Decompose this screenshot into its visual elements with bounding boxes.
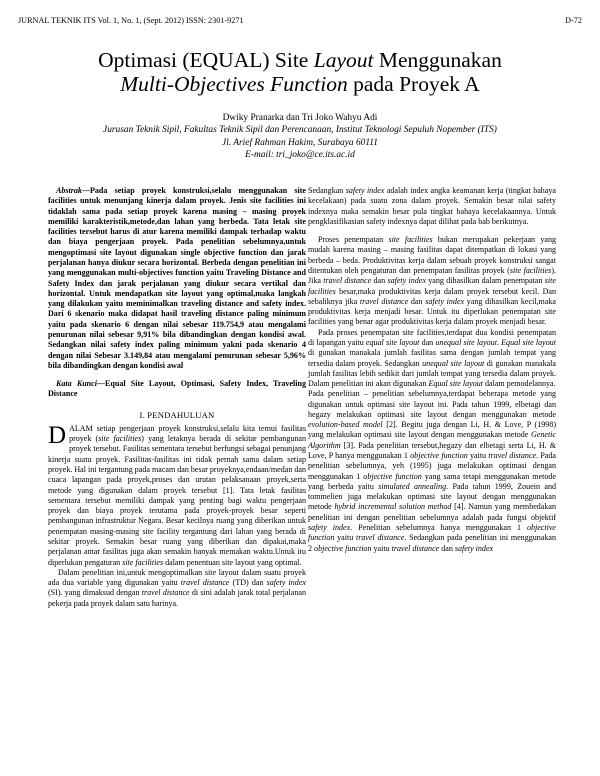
right-column [308,186,556,554]
body-paragraph-4: Pada penelitian – penelitian sebelumnya,terdapat beberapa metode yang digunakan untuk optimasi site layout ini. Pada tahun 1999, elbetagi dan hegazy melakukan optimasi site layout dengan menggunakan metode evolution-based model [2]. Begitu juga dengan Li, H. & Love, P (1998) yang melakukan optimasi site layout dengan menggunakan metode Genetic Algorithm [3]. Pada penelitian tersebut,hegazy dan elbetagi serta Li, H. & Love, P hanya menggunakan 1 objective function yaitu travel distance. Pada penelitian sebelumnya, yeh (1995) juga melakukan optimasi dengan menggunakan 1 objective function yang sama tetapi menggunakan metode yang berbeda yaitu simulated annealing. Pada tahun 1999, Zouein and tommelien juga melakukan optimasi site layout dengan menggunakan metode hybrid incremental solution method [4]. Namun yang membedakan penelitian ini dengan penelitian sebelumnya adalah pada fungsi objektif safety index. Penelitian sebelumnya hanya menggunakan 1 objective function yaitu travel distance. Sedangkan pada penelitian ini menggunakan 2 objective function yaitu travel distance dan safety index [308,389,557,553]
paper-title [0,48,600,96]
address: Jl. Arief Rahman Hakim, Surabaya 60111 [222,137,378,148]
intro-paragraph-2: Dalam penelitian ini,untuk mengoptimalkan site layout dalam suatu proyek ada dua variable yang digunakan yaitu travel distance (TD) dan safety index (SI). yang dimaksud dengan travel distance di sini adalah jarak total perjalanan pekerja pada proyek dalam satu harinya. [48,567,306,608]
body-paragraph-2: Proses penempatan site facilities bukan merupakan pekerjaan yang mudah karena masing – masing fasilitas dapat ditempatkan di lokasi yang berbeda – beda. Produktivitas kerja dalam sebuah proyek konstruksi sangat ditentukan oleh pengaturan dan penempatan fasilitas proyek (site facilities). Jika travel distance dan safety index yang dihasilkan dalam penempatan site facilities besar,maka produktivitas kerja dalam proyek tersebut kecil. Dan sebaliknya jika travel distance dan safety index yang dihasilkan kecil,maka produktivitas kerja menjadi besar. Untuk itu diperlukan penempatan site facilities yang benar agar produktivitas kerja dalam proyek menjadi besar. [308,235,557,327]
body-paragraph-1: Sedangkan safety index adalah index angka keamanan kerja (tingkat bahaya kecelakaan) pada suatu zona dalam proyek. Semakin besar nilai safety indexnya maka semakin besar pula tingkat bahaya kecelakaannya. Untuk pengklasifikasian safety indexnya dapat dilihat pada bab berikutnya. [308,186,557,226]
abstract: Abstrak—Pada setiap proyek konstruksi,selalu menggunakan site facilities untuk menunjang kinerja dalam proyek. Jenis site facilities ini tidaklah sama pada setiap proyek karena masing – masing proyek memiliki karakteristik,metode,dan lahan yang berbeda. Tata letak site facilities tersebut harus di atur karena memiliki dampak terhadap waktu dan biaya pengerjaan proyek. Pada penelitian sebelumnya,untuk mengoptimasi site layout digunakan single objective function dan jarak perjalanan hanya diukur secara horizontal. Berbeda dengan penelitian ini yang menggunakan multi-objectives function yaitu Traveling Distance and Safety Index dan jarak perjalanan yang diukur secara vertikal dan horizontal. Untuk mendapatkan site layout yang optimal,maka langkah yang dilakukan yaitu meminimalkan traveling distance and safety index. Dari 6 skenario maka didapat hasil traveling distance paling minimum yaitu pada skenario 6 dengan nilai sebesar 119.754,9 atau mengalami penurunan nilai sebesar 9,91% bila dibandingkan dengan kondisi awal. Sedangkan nilai safety index paling minimum yakni pada skenario 4 dengan nilai Sebesar 3.149,84 atau mengalami penurunan sebesar 5,96% bila dibandingkan dengan kondisi awal [48,186,306,370]
journal-citation: JURNAL TEKNIK ITS Vol. 1, No. 1, (Sept. 2012) ISSN: 2301-9271 [18,16,244,25]
running-header [18,16,582,25]
body-paragraph-3: Pada proses penempatan site facilities,terdapat dua kondisi penempatan di lapangan yaitu equal site layout dan unequal site layout. Equal site layout di gunakan manakala jumlah fasilitas sama dengan jumlah tempat yang tersedia dalam proyek. Sedangkan unequal site layout di gunakan manakala jumlah fasilitas lebih sedikit dari jumlah tempat yang tersedia dalam proyek. Dalam penelitian ini akan digunakan Equal site layout dalam pemodelannya. [308,327,556,389]
title-line-1: Optimasi (EQUAL) Site Layout Menggunakan [98,48,502,72]
section-heading: I. PENDAHULUAN [139,409,215,420]
author-names: Dwiky Pranarka dan Tri Joko Wahyu Adi [222,113,378,123]
email: E-mail: tri_joko@ce.its.ac.id [245,150,355,161]
intro-paragraph-1: DALAM setiap pengerjaan proyek konstruksi,selalu kita temui fasilitas proyek (site facilities) yang letaknya berada di sekitar pembangunan proyek tersebut. Fasilitas sementara tersebut berfungsi sebagai penunjang kinerja suatu proyek. Fasilitas-fasilitas ini tidak pernah sama dalam setiap proyek. Hal ini tergantung pada macam dan besar proyeknya,endaan/medan dan cuaca lapangan pada proyek,proses dan urutan pelaksanaan proyek,serta metode yang digunakan dalam proyek tersebut [1]. Tata letak fasilitas sementara tersebut memiliki dampak yang penting bagi waktu pengerjaan proyek dan biaya proyek terutama pada proyek-proyek besar seperti pembangunan infrastruktur Negara. Besar kecilnya ruang yang diberikan untuk penempatan masing-masing site facility tergantung dari lahan yang berada di sekitar proyek. Semakin besar ruang yang diberikan dan dipakai,maka perjalanan antar fasilitas juga akan semakin banyak memakan waktu.Untuk itu diperlukan pengaturan site facilities dalam penentuan site layout yang optimal. [48,421,306,567]
drop-cap: D [48,421,67,449]
affiliation: Jurusan Teknik Sipil, Fakultas Teknik Sipil dan Perencanaan, Institut Teknologi Sepuluh Nopember (ITS) [103,125,497,136]
keywords: Kata Kunci—Equal Site Layout, Optimasi, Safety Index, Traveling Distance [48,379,306,399]
left-column [48,186,306,609]
author-block [0,112,600,162]
page-number: D-72 [565,16,582,25]
title-line-2: Multi-Objectives Function pada Proyek A [120,72,480,96]
